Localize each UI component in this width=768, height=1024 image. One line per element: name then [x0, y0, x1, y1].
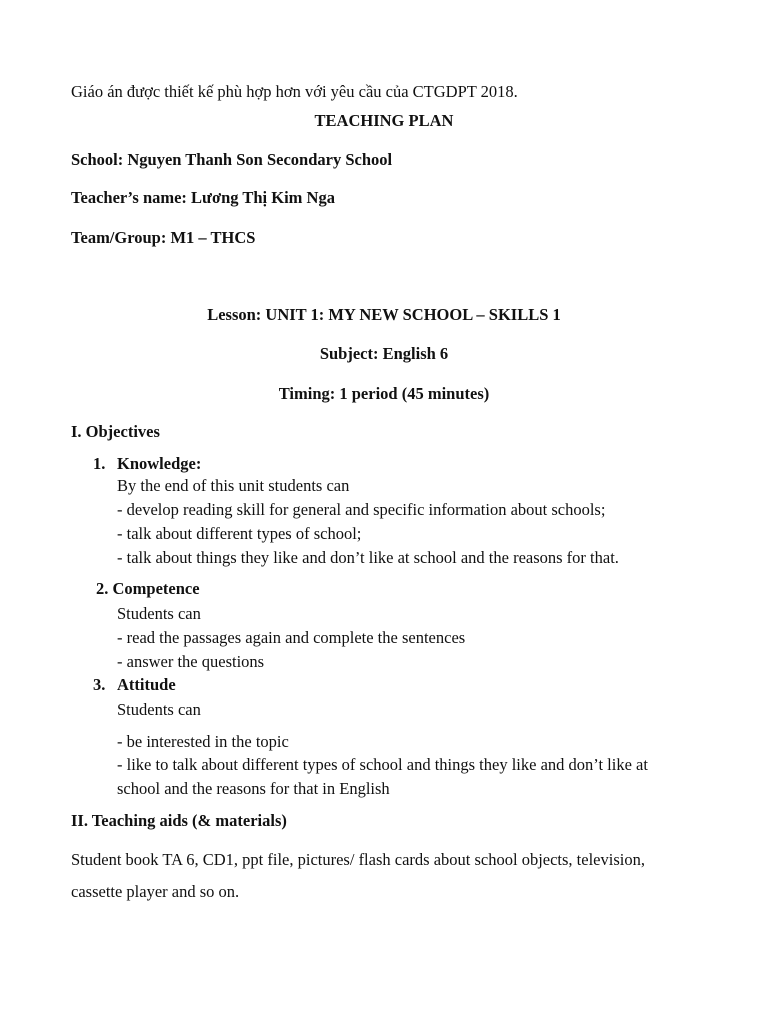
competence-heading: 2. Competence [96, 579, 200, 598]
competence-line: - read the passages again and complete the sentences [117, 628, 466, 647]
lesson-line: Lesson: UNIT 1: MY NEW SCHOOL – SKILLS 1 [207, 305, 561, 324]
teacher-line: Teacher’s name: Lương Thị Kim Nga [71, 188, 335, 207]
page-title: TEACHING PLAN [314, 111, 454, 130]
knowledge-number: 1. [93, 454, 106, 473]
teaching-aids-line: cassette player and so on. [71, 882, 240, 901]
intro-note: Giáo án được thiết kế phù hợp hơn với yêu cầu của CTGDPT 2018. [71, 82, 518, 101]
knowledge-heading [93, 456, 201, 473]
teaching-aids-heading: II. Teaching aids (& materials) [71, 811, 287, 830]
attitude-number: 3. [93, 675, 106, 694]
knowledge-line: By the end of this unit students can [117, 476, 350, 495]
attitude-line-mixed [117, 757, 648, 774]
competence-line: - answer the questions [117, 652, 265, 671]
school-line: School: Nguyen Thanh Son Secondary School [71, 150, 393, 169]
knowledge-line: - develop reading skill for general and specific information about schools; [117, 500, 606, 519]
attitude-line-part-a: - like to talk about different types of school [117, 755, 403, 774]
attitude-line-part-b: and things they like and don’t like at [402, 755, 648, 774]
attitude-heading [93, 677, 176, 694]
competence-line: Students can [117, 604, 201, 623]
attitude-line: - be interested in the topic [117, 732, 289, 751]
attitude-line: Students can [117, 700, 201, 719]
knowledge-title: Knowledge: [117, 454, 202, 473]
attitude-title: Attitude [117, 675, 176, 694]
timing-line: Timing: 1 period (45 minutes) [278, 384, 490, 403]
knowledge-line: - talk about different types of school; [117, 524, 362, 543]
knowledge-line: - talk about things they like and don’t like at school and the reasons for that. [117, 548, 619, 567]
attitude-line: school and the reasons for that in English [117, 779, 390, 798]
objectives-heading: I. Objectives [71, 422, 160, 441]
team-line: Team/Group: M1 – THCS [71, 228, 256, 247]
teaching-aids-line: Student book TA 6, CD1, ppt file, pictures/ flash cards about school objects, television, [71, 850, 645, 869]
subject-line: Subject: English 6 [319, 344, 449, 363]
